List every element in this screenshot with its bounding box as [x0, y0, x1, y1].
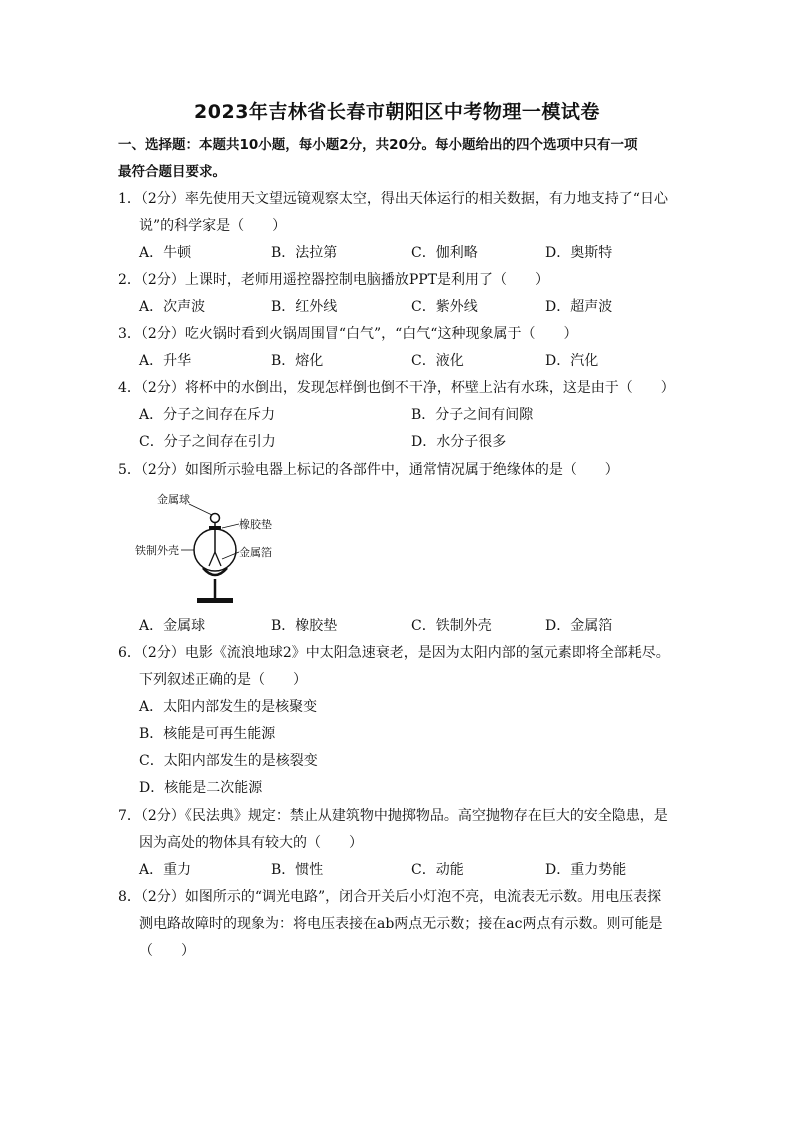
question-1-option-d: D．奥斯特 [545, 245, 613, 261]
question-5-option-d: D．金属箔 [545, 618, 613, 634]
question-2-option-d: D．超声波 [545, 299, 613, 315]
metal-foil-left [209, 552, 215, 566]
question-2-option-b: B．红外线 [271, 299, 338, 315]
question-1-option-b: B．法拉第 [271, 245, 338, 261]
question-7-option-a: A．重力 [139, 862, 192, 878]
question-6-stem: 6．（2分）电影《流浪地球2》中太阳急速衰老，是因为太阳内部的氢元素即将全部耗尽。 [118, 645, 670, 661]
label-metal-ball: 金属球 [157, 493, 190, 506]
question-3-option-b: B．熔化 [271, 353, 324, 369]
question-7-stem-cont: 因为高处的物体具有较大的（ ） [139, 835, 363, 851]
page-title: 2023年吉林省长春市朝阳区中考物理一模试卷 [194, 101, 600, 123]
stand-base [197, 598, 233, 603]
question-8-stem: 8．（2分）如图所示的“调光电路”，闭合开关后小灯泡不亮，电流表无示数。用电压表探 [118, 889, 662, 905]
section-heading-line-2: 最符合题目要求。 [118, 164, 226, 180]
leader-ball [189, 504, 212, 515]
section-heading-line-1: 一、选择题：本题共10小题，每小题2分，共20分。每小题给出的四个选项中只有一项 [118, 137, 638, 153]
question-5-option-a: A．金属球 [139, 618, 206, 634]
question-4-option-c: C．分子之间存在引力 [139, 434, 276, 450]
question-7-option-c: C．动能 [411, 862, 464, 878]
question-4-option-a: A．分子之间存在斥力 [139, 407, 276, 423]
label-rubber-pad: 橡胶垫 [239, 518, 272, 531]
question-1-stem-cont: 说”的科学家是（ ） [139, 218, 287, 234]
question-1-option-a: A．牛顿 [139, 245, 192, 261]
question-3-stem: 3．（2分）吃火锅时看到火锅周围冒“白气”，“白气“这种现象属于（ ） [118, 326, 578, 342]
question-7-stem: 7．（2分）《民法典》规定：禁止从建筑物中抛掷物品。高空抛物存在巨大的安全隐患，是 [118, 808, 668, 824]
question-3-option-a: A．升华 [139, 353, 192, 369]
question-5-stem: 5．（2分）如图所示验电器上标记的各部件中，通常情况属于绝缘体的是（ ） [118, 462, 619, 478]
question-4-option-b: B．分子之间有间隙 [411, 407, 534, 423]
question-8-stem-cont-2: （ ） [139, 943, 195, 959]
question-1-option-c: C．伽利略 [411, 245, 478, 261]
question-2-option-c: C．紫外线 [411, 299, 478, 315]
label-iron-shell: 铁制外壳 [135, 544, 179, 557]
question-7-option-d: D．重力势能 [545, 862, 627, 878]
question-2-option-a: A．次声波 [139, 299, 206, 315]
question-5-option-c: C．铁制外壳 [411, 618, 492, 634]
electroscope-figure [135, 488, 295, 608]
question-4-option-d: D．水分子很多 [411, 434, 507, 450]
question-8-stem-cont: 测电路故障时的现象为：将电压表接在ab两点无示数；接在ac两点有示数。则可能是 [139, 916, 663, 932]
question-4-stem: 4．（2分）将杯中的水倒出，发现怎样倒也倒不干净，杯壁上沾有水珠，这是由于（ ） [118, 380, 675, 396]
metal-foil-right [215, 552, 221, 566]
question-5-option-b: B．橡胶垫 [271, 618, 338, 634]
question-6-option-d: D．核能是二次能源 [139, 780, 263, 796]
question-3-option-d: D．汽化 [545, 353, 599, 369]
leader-foil [222, 552, 239, 559]
label-metal-foil: 金属箔 [239, 546, 272, 559]
leader-pad [222, 524, 239, 528]
question-6-option-c: C．太阳内部发生的是核裂变 [139, 753, 318, 769]
question-7-option-b: B．惯性 [271, 862, 324, 878]
question-2-stem: 2．（2分）上课时，老师用遥控器控制电脑播放PPT是利用了（ ） [118, 272, 549, 288]
question-3-option-c: C．液化 [411, 353, 464, 369]
question-6-stem-cont: 下列叙述正确的是（ ） [139, 672, 307, 688]
question-1-stem: 1．（2分）率先使用天文望远镜观察太空，得出天体运行的相关数据，有力地支持了“日心 [118, 191, 668, 207]
question-6-option-a: A．太阳内部发生的是核聚变 [139, 699, 318, 715]
question-6-option-b: B．核能是可再生能源 [139, 726, 276, 742]
